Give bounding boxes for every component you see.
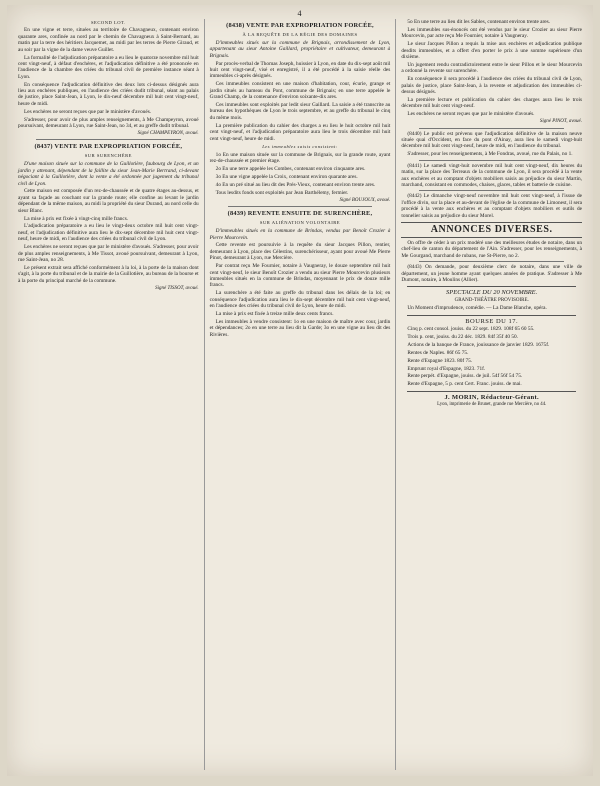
bourse-line: Emprunt royal d'Espagne, 1823. 71f. [407, 365, 486, 372]
section-subtitle: À LA REQUÊTE DE LA RÉGIE DES DOMAINES [242, 31, 358, 37]
paragraph: La formalité de l'adjudication préparatoire a eu lieu le quatorze novembre mil huit cent vingt-neuf, à défaut d'enchères, et l'adjudication définitive a été prononcée en l'audience de la chambre des criées du tribunal civil de première instance séant à Lyon. [18, 54, 199, 80]
paragraph: D'immeubles situés sur la commune de Brignais, arrondissement de Lyon, appartenant au sieur Antoine Gaillard, propriétaire et cultivateur, demeurant à Brignais. [209, 39, 391, 59]
paragraph: L'adjudication préparatoire a eu lieu le vingt-deux octobre mil huit cent vingt-neuf, et l'adjudication définitive aura lieu le dix-sept décembre mil huit cent vingt-neuf, heure de midi, en l'audience des criées du tribunal civil de Lyon. [18, 223, 199, 243]
divider [36, 139, 181, 140]
paragraph: D'immeubles situés en la commune de Brindas, vendus par Benoît Crozier à Pierre Mourcevin. [209, 228, 391, 241]
paragraph: Par contrat reçu Me Fournier, notaire à Vaugneray, le douze septembre mil huit cent vingt-neuf, le sieur Benoît Crozier a vendu au sieur Pierre Mourcevin plusieurs immeubles situés en la commune de Brindas, moyennant le prix de douze mille francs. [209, 263, 391, 289]
paragraph: Les enchères ne seront reçues que par le ministère d'avoués. [407, 111, 535, 118]
paragraph: 5o En une terre au lieu dit les Sables, contenant environ trente ares. [407, 19, 551, 25]
columns [13, 19, 587, 770]
divider [419, 261, 564, 262]
bourse-line: Cinq p. cent consol. jouiss. du 22 sept. 1829. 108f 65 60 55. [407, 326, 535, 333]
section-title: (8439) REVENTE ENSUITE DE SURENCHÈRE, [227, 210, 373, 218]
editor-name: J. MORIN, Rédacteur-Gérant. [444, 393, 539, 401]
paragraph: (8441) Le samedi vingt-huit novembre mil huit cent vingt-neuf, dix heures du matin, sur la place des Terreaux de la commune de Lyon, il sera procédé à la vente aux enchères et au comptant d'objets mobiliers saisis au préjudice du sieur Martin, marchand, consistant en commodes, chaises, glaces, tables et batterie de cuisine. [401, 162, 583, 188]
paragraph: On offre de céder à un prix modéré une des meilleures études de notaire, dans un chef-lieu de canton du département de l'Ain. S'adresser, pour les renseignements, à Me Gourgand, marchand de rubans, rue St-Pierre, no 2. [401, 239, 583, 259]
paragraph: La surenchère a été faite au greffe du tribunal dans les délais de la loi; en conséquence l'adjudication aura lieu le dix-sept décembre mil huit cent vingt-neuf, en l'audience des criées du tribunal civil de Lyon, heure de midi. [209, 290, 391, 310]
paragraph: Le sieur Jacques Pillon a requis la mise aux enchères et adjudication publique desdits immeubles, et a offert d'en porter le prix à une somme supérieure d'un dixième. [401, 41, 583, 61]
column-1 [13, 19, 205, 770]
paragraph: Le présent extrait sera affiché conformément à la loi, à la porte de la maison dont s'agit, à la porte du tribunal et de la mairie de la Guillotière, au bureau de la bourse et à la porte du principal marché de la commune. [18, 264, 199, 284]
signature: Signé CHAMPEYRON, avoué. [137, 131, 199, 136]
paragraph: S'adresser, pour avoir de plus amples renseignements, à Me Champeyron, avoué poursuivant, demeurant à Lyon, rue Saint-Jean, no 34, et au greffe dudit tribunal. [18, 116, 199, 130]
divider [407, 315, 576, 316]
paragraph: 3o En une vigne appelée la Croix, contenant environ quarante ares. [215, 174, 358, 181]
divider [419, 190, 564, 191]
paragraph: La première publication du cahier des charges a eu lieu le huit octobre mil huit cent vingt-neuf, et l'adjudication préparatoire aura lieu le trois décembre mil huit cent vingt-neuf, heure de midi. [209, 122, 391, 142]
spectacle-text: Un Moment d'imprudence, comédie. — La Dame Blanche, opéra. [407, 305, 547, 312]
section-title: (8438) VENTE PAR EXPROPRIATION FORCÉE, [226, 22, 374, 29]
divider [228, 206, 373, 207]
section-title: (8437) VENTE PAR EXPROPRIATION FORCÉE, [34, 143, 183, 151]
divider [407, 286, 576, 287]
page-number: 4 [297, 9, 303, 18]
paragraph: (8440) Le public est prévenu que l'adjudication définitive de la maison neuve située quai d'Occident, en face du pont d'Ainay, aura lieu le samedi vingt-huit décembre mil huit cent vingt-neuf, heure de midi, en l'audience du tribunal. [401, 130, 583, 150]
bourse-title: BOURSE DU 17. [465, 317, 519, 325]
bourse-line: Rente d'Espagne, 5 p. cent Cert. Franc. jouiss. de mai. [407, 381, 522, 388]
newspaper-page [7, 5, 593, 776]
bourse-line: Actions de la banque de France, jouissance de janvier 1829. 1675f. [407, 341, 550, 348]
bourse-line: Rente perpét. d'Espagne, jouiss. de juil. 54f 56f 54 75. [407, 373, 523, 380]
signature: Signé BOUJOUX, avoué. [339, 197, 391, 203]
paragraph: Cette maison est composée d'un rez-de-chaussée et de quatre étages au-dessus, et ayant sa façade au couchant sur la grande route; elle confine au levant le jardin dépendant de la même maison, au midi la propriété du sieur Durand, au nord celle du sieur Blanc. [18, 188, 199, 214]
paragraph: Tous lesdits fonds sont exploités par Jean Barthélemy, fermier. [215, 189, 349, 196]
signature: Signé TISSOT, avoué. [155, 285, 199, 291]
paragraph: En conséquence l'adjudication définitive des deux lots ci-dessus désignés aura lieu aux enchères publiques, en l'audience des criées dudit tribunal, séant au palais de justice, place Saint-Jean, à Lyon, le dix-neuf décembre mil huit cent vingt-neuf, heure de midi. [18, 81, 199, 107]
paragraph: Ces immeubles consistent en une maison d'habitation, cour, écurie, grange et jardin situés au hameau du Pont, commune de Brignais; en une terre appelée le Grand Champ, de la contenance d'environ soixante-dix ares. [209, 81, 391, 101]
paragraph: Par procès-verbal de Thomas Joseph, huissier à Lyon, en date du dix-sept août mil huit cent vingt-neuf, visé et enregistré, il a été procédé à la saisie réelle des immeubles ci-après désignés. [209, 60, 391, 80]
paragraph: Cette revente est poursuivie à la requête du sieur Jacques Pillon, rentier, demeurant à Lyon, place des Célestins, surenchérisseur, ayant pour avoué Me Pierre Pinot, demeurant à Lyon, rue Mercière. [209, 242, 391, 262]
spectacle-subtitle: GRAND-THÉÂTRE PROVISOIRE. [454, 297, 529, 303]
column-2 [205, 19, 397, 770]
signature: Signé PINOT, avoué. [539, 119, 583, 125]
paragraph: Les enchères ne seront reçues que par le ministère d'avoués. [24, 108, 152, 115]
bourse-line: Rentes de Naples. 86f 65 75. [407, 349, 469, 356]
paragraph: S'adresser, pour les renseignements, à Me Fondras, avoué, rue du Palais, no 1. [407, 151, 573, 158]
divider [419, 128, 564, 129]
printer-line: Lyon, imprimerie de Brunet, grande rue Mercière, no 44. [437, 402, 547, 408]
divider [407, 391, 576, 392]
lot-label: SECOND LOT. [90, 20, 126, 25]
paragraph: Les enchères ne seront reçues que par le ministère d'avoués. S'adresser, pour avoir de plus amples renseignements, à Me Tissot, avoué poursuivant, demeurant à Lyon, rue Saint-Jean, no 28. [18, 244, 199, 263]
bourse-line: Trois p. cent, jouiss. du 22 déc. 1829. 84f 35f 40 50. [407, 333, 518, 340]
spectacle-title: SPECTACLE DU 20 NOVEMBRE. [446, 289, 538, 297]
paragraph: Les immeubles à vendre consistent: 1o en une maison de maître avec cour, jardin et dépendances; 2o en une terre au lieu dit la Garde; 3o en une vigne au lieu dit des Rivières. [209, 318, 391, 338]
paragraph: En une vigne et terre, situées au territoire de Chavagneux, contenant environ quarante ares, confinée au nord par le chemin de Chavagneux à Saint-Bernard, au matin par la terre des héritiers Jacquemet, au midi par les terres de Pierre Giraud, et au soir par la vigne de la dame veuve Guillet. [18, 27, 199, 53]
paragraph: La mise à prix est fixée à vingt-cinq mille francs. [24, 215, 129, 222]
paragraph: Un jugement rendu contradictoirement entre le sieur Pillon et le sieur Mourcevin a ordonné la revente sur surenchère. [401, 61, 583, 75]
section-subtitle: SUR SURENCHÈRE [84, 152, 132, 158]
paragraph: D'une maison située sur la commune de la Guillotière, faubourg de Lyon, et un jardin y attenant, dépendant de la faillite du sieur Jean-Marie Bertrand, ci-devant négociant à la Guillotière, dont la vente a été ordonnée par jugement du tribunal civil de Lyon. [18, 161, 199, 187]
paragraph: (8443) On demande, pour deuxième clerc de notaire, dans une ville de département, un jeune homme ayant quelques années de pratique. S'adresser à Me Dumont, notaire, à Moulins (Allier). [401, 264, 583, 283]
paragraph: La mise à prix est fixée à treize mille deux cents francs. [215, 311, 334, 318]
paragraph: 1o En une maison située sur la commune de Brignais, sur la grande route, ayant rez-de-chaussée et premier étage. [209, 151, 391, 165]
paragraph: 4o En un pré situé au lieu dit des Prés-Vieux, contenant environ trente ares. [215, 182, 376, 189]
notice-heading: Les immeubles saisis consistent: [262, 143, 338, 149]
paragraph: (8442) Le dimanche vingt-neuf novembre mil huit cent vingt-neuf, à l'issue de l'office divin, sur la place et au-devant de l'église de la commune de Limonest, il sera procédé à la vente aux enchères et au comptant d'objets mobiliers et outils de tonnelier saisis au préjudice du sieur Morel. [401, 193, 583, 219]
paragraph: Les immeubles sus-énoncés ont été vendus par le sieur Crozier au sieur Pierre Mourcevin, par acte reçu Me Fournier, notaire à Vaugneray. [401, 26, 583, 40]
paragraph: 2o En une terre appelée les Combes, contenant environ cinquante ares. [215, 166, 366, 173]
divider [419, 160, 564, 161]
paragraph: En conséquence il sera procédé à l'audience des criées du tribunal civil de Lyon, palais de justice, place Saint-Jean, à la revente et adjudication des immeubles ci-dessus désignés. [401, 76, 583, 96]
column-3 [396, 19, 587, 770]
section-subtitle: SUR ALIÉNATION VOLONTAIRE [259, 219, 341, 225]
paragraph: Ces immeubles sont exploités par ledit sieur Gaillard. La saisie a été transcrite au bureau des hypothèques de Lyon le trois septembre, et au greffe du tribunal le cinq du même mois. [209, 102, 391, 121]
paragraph: La première lecture et publication du cahier des charges aura lieu le trois décembre mil huit cent vingt-neuf. [401, 96, 583, 110]
bourse-line: Rente d'Espagne 1823. 80f 75. [407, 357, 473, 364]
announcements-title: ANNONCES DIVERSES. [401, 222, 582, 238]
